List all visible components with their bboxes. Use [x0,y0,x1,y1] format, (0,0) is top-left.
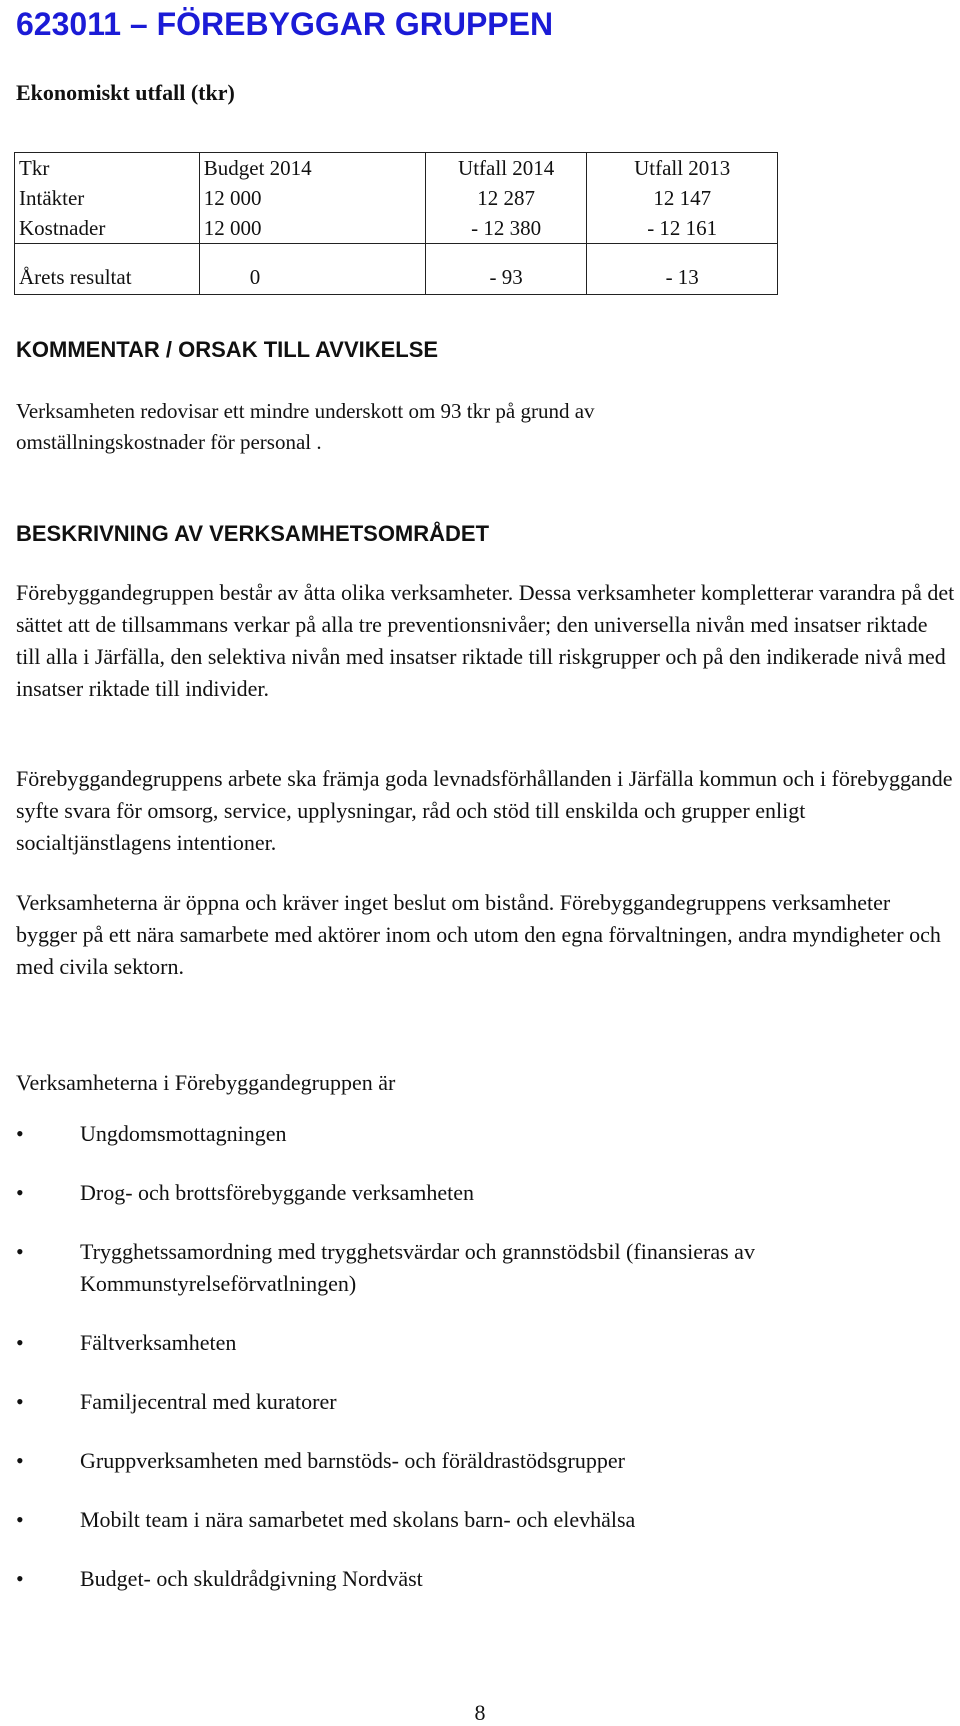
list-item [16,1445,936,1477]
list-intro: Verksamheterna i Förebyggandegruppen är [16,1070,396,1095]
list-item-label: Fältverksamheten [80,1330,237,1355]
description-paragraph: Förebyggandegruppen består av åtta olika verksamheter. Dessa verksamheter kompletterar varandra på det sättet att de tillsammans verkar på alla tre preventionsnivåer; den universella nivån med insatser riktade till alla i Järfälla, den selektiva nivån med insatser riktade till riskgrupper och på den indikerade nivå med insatser riktade till individer. [16,580,955,701]
description-paragraph: Verksamheterna är öppna och kräver inget beslut om bistånd. Förebyggandegruppens verksamheter bygger på ett nära samarbete med aktörer inom och utom den egna förvaltningen, andra myndigheter och med civila sektorn. [16,890,941,979]
bullet-icon: • [16,1121,24,1146]
table-header-cell: Budget 2014 [199,153,425,184]
table-header-cell: Utfall 2013 [587,153,778,184]
bullet-icon: • [16,1330,24,1355]
table-cell: 12 287 [425,183,586,213]
bullet-icon: • [16,1239,24,1264]
list-item [16,1236,936,1300]
list-item-label: Budget- och skuldrådgivning Nordväst [80,1566,423,1591]
page-title: 623011 – FÖREBYGGAR GRUPPEN [16,6,554,42]
finance-table [14,152,778,295]
list-item [16,1563,936,1595]
description-heading: BESKRIVNING AV VERKSAMHETSOMRÅDET [16,521,490,546]
table-cell: - 12 161 [587,213,778,244]
table-cell: 12 000 [199,183,425,213]
table-header-row [15,153,778,184]
bullet-icon: • [16,1507,24,1532]
table-cell: Intäkter [15,183,200,213]
list-item-label: Gruppverksamheten med barnstöds- och föräldrastödsgrupper [80,1448,625,1473]
description-paragraph: Förebyggandegruppens arbete ska främja goda levnadsförhållanden i Järfälla kommun och i förebyggande syfte svara för omsorg, service, upplysningar, råd och stöd till enskilda och grupper enligt socialtjänstlagens intentioner. [16,766,953,855]
list-item [16,1386,936,1418]
table-cell: 0 [199,244,425,295]
table-cell: Kostnader [15,213,200,244]
table-header-cell: Tkr [15,153,200,184]
list-item-label: Mobilt team i nära samarbetet med skolans barn- och elevhälsa [80,1507,636,1532]
bullet-icon: • [16,1180,24,1205]
table-cell: Årets resultat [15,244,200,295]
list-item-label: Drog- och brottsförebyggande verksamheten [80,1180,475,1205]
table-cell: - 13 [587,244,778,295]
table-cell: 12 147 [587,183,778,213]
bullet-icon: • [16,1448,24,1473]
page-number: 8 [474,1700,486,1725]
table-cell: - 93 [425,244,586,295]
list-item [16,1177,936,1209]
table-result-row [15,244,778,295]
list-item-label: Familjecentral med kuratorer [80,1389,337,1414]
list-item [16,1327,936,1359]
table-header-cell: Utfall 2014 [425,153,586,184]
table-row [15,213,778,244]
activity-list [16,1118,936,1622]
table-cell: 12 000 [199,213,425,244]
list-item-label: Trygghetssamordning med trygghetsvärdar och grannstödsbil (finansieras av Kommunstyrelseförvatlningen) [80,1239,755,1296]
section-subtitle: Ekonomiskt utfall (tkr) [16,80,235,105]
list-item [16,1504,936,1536]
table-row [15,183,778,213]
table-cell: - 12 380 [425,213,586,244]
list-item-label: Ungdomsmottagningen [80,1121,287,1146]
bullet-icon: • [16,1389,24,1414]
list-item [16,1118,936,1150]
bullet-icon: • [16,1566,24,1591]
comment-text: Verksamheten redovisar ett mindre underskott om 93 tkr på grund av omställningskostnader för personal . [16,399,595,454]
comment-heading: KOMMENTAR / ORSAK TILL AVVIKELSE [16,337,439,362]
